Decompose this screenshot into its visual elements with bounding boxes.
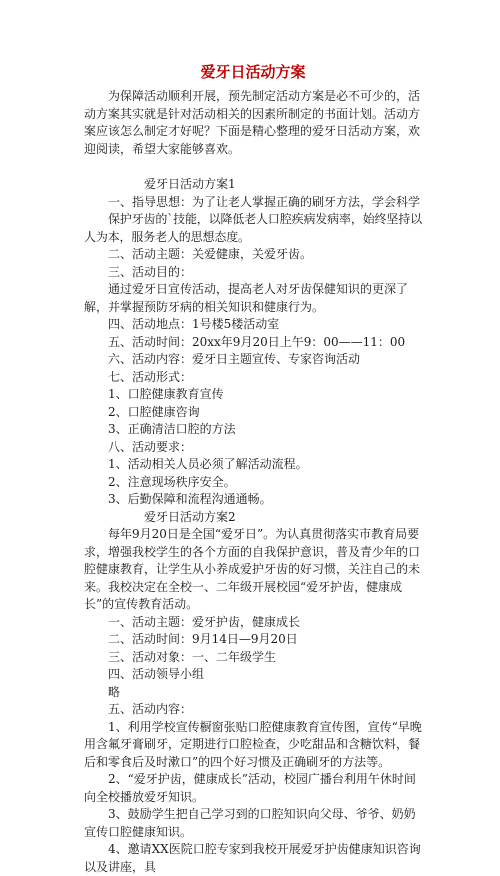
plan2-heading: 爱牙日活动方案2 (144, 509, 236, 524)
plan2-line: 每年9月20日是全国“爱牙日”。为认真贯彻落实市教育局要求，增强我校学生的各个方面的自我保护意识，普及青少年的口腔健康教育，让学生从小养成爱护牙齿的好习惯，关注自己的未来。我校决定在全校一、二年级开展校园“爱牙护齿，健康成长”的宣传教育活动。 (84, 527, 421, 611)
plan1-line: 1、口腔健康教育宣传 (108, 387, 224, 401)
plan2-line: 略 (108, 684, 121, 699)
plan1-line: 3、后勤保障和流程沟通通畅。 (108, 492, 272, 506)
plan2-line: 4、邀请XX医院口腔专家到我校开展爱牙护齿健康知识咨询以及讲座，具 (84, 842, 421, 874)
plan2-line: 三、活动对象：一、二年级学生 (108, 649, 277, 664)
plan1-line: 2、注意现场秩序安全。 (108, 474, 236, 489)
plan2-line: 二、活动时间：9月14日—9月20日 (108, 632, 298, 646)
intro-paragraph: 为保障活动顺利开展，预先制定活动方案是必不可少的，活动方案其实就是针对活动相关的因素所制定的书面计划。活动方案应该怎么制定才好呢？下面是精心整理的爱牙日活动方案，欢迎阅读，希望大家能够喜欢。 (84, 89, 421, 156)
plan1-line: 3、正确清洁口腔的方法 (108, 422, 236, 436)
plan1-line: 七、活动形式： (108, 369, 193, 384)
plan2-line: 2、“爱牙护齿，健康成长”活动，校园广播台利用午休时间向全校播放爱牙知识。 (84, 772, 416, 804)
plan1-heading: 爱牙日活动方案1 (144, 177, 236, 191)
plan1-line: 2、口腔健康咨询 (108, 404, 200, 419)
plan1-line: 六、活动内容：爱牙日主题宣传、专家咨询活动 (108, 352, 361, 366)
plan1-line: 1、活动相关人员必须了解活动流程。 (108, 457, 308, 471)
document-title: 爱牙日活动方案 (200, 63, 306, 81)
plan1-line: 保护牙齿的`技能，以降低老人口腔疾病发病率，始终坚持以人为本，服务老人的思想态度。 (84, 212, 422, 244)
plan1-line: 通过爱牙日宣传活动，提高老人对牙齿保健知识的更深了解，并掌握预防牙病的相关知识和健康行为。 (84, 282, 409, 314)
plan2-line: 五、活动内容： (108, 702, 193, 716)
plan1-line: 四、活动地点：1号楼5楼活动室 (108, 317, 280, 331)
plan1-line: 八、活动要求： (108, 439, 193, 454)
plan2-line: 四、活动领导小组 (108, 667, 205, 681)
plan2-line: 1、利用学校宣传橱窗张贴口腔健康教育宣传图，宣传“早晚用含氟牙膏刷牙，定期进行口腔检查，少吃甜品和含糖饮料，餐后和零食后及时漱口”的四个好习惯及正确刷牙的方法等。 (84, 719, 422, 769)
plan1-line: 一、指导思想：为了让老人掌握正确的刷牙方法，学会科学 (108, 194, 421, 209)
plan1-line: 二、活动主题：关爱健康，关爱牙齿。 (108, 247, 313, 261)
plan1-line: 三、活动目的： (108, 264, 193, 279)
plan2-line: 3、鼓励学生把自己学习到的口腔知识向父母、爷爷、奶奶宣传口腔健康知识。 (84, 807, 416, 839)
plan1-line: 五、活动时间：20xx年9月20日上午9：00——11：00 (108, 334, 406, 349)
plan2-line: 一、活动主题：爱牙护齿，健康成长 (108, 614, 301, 629)
